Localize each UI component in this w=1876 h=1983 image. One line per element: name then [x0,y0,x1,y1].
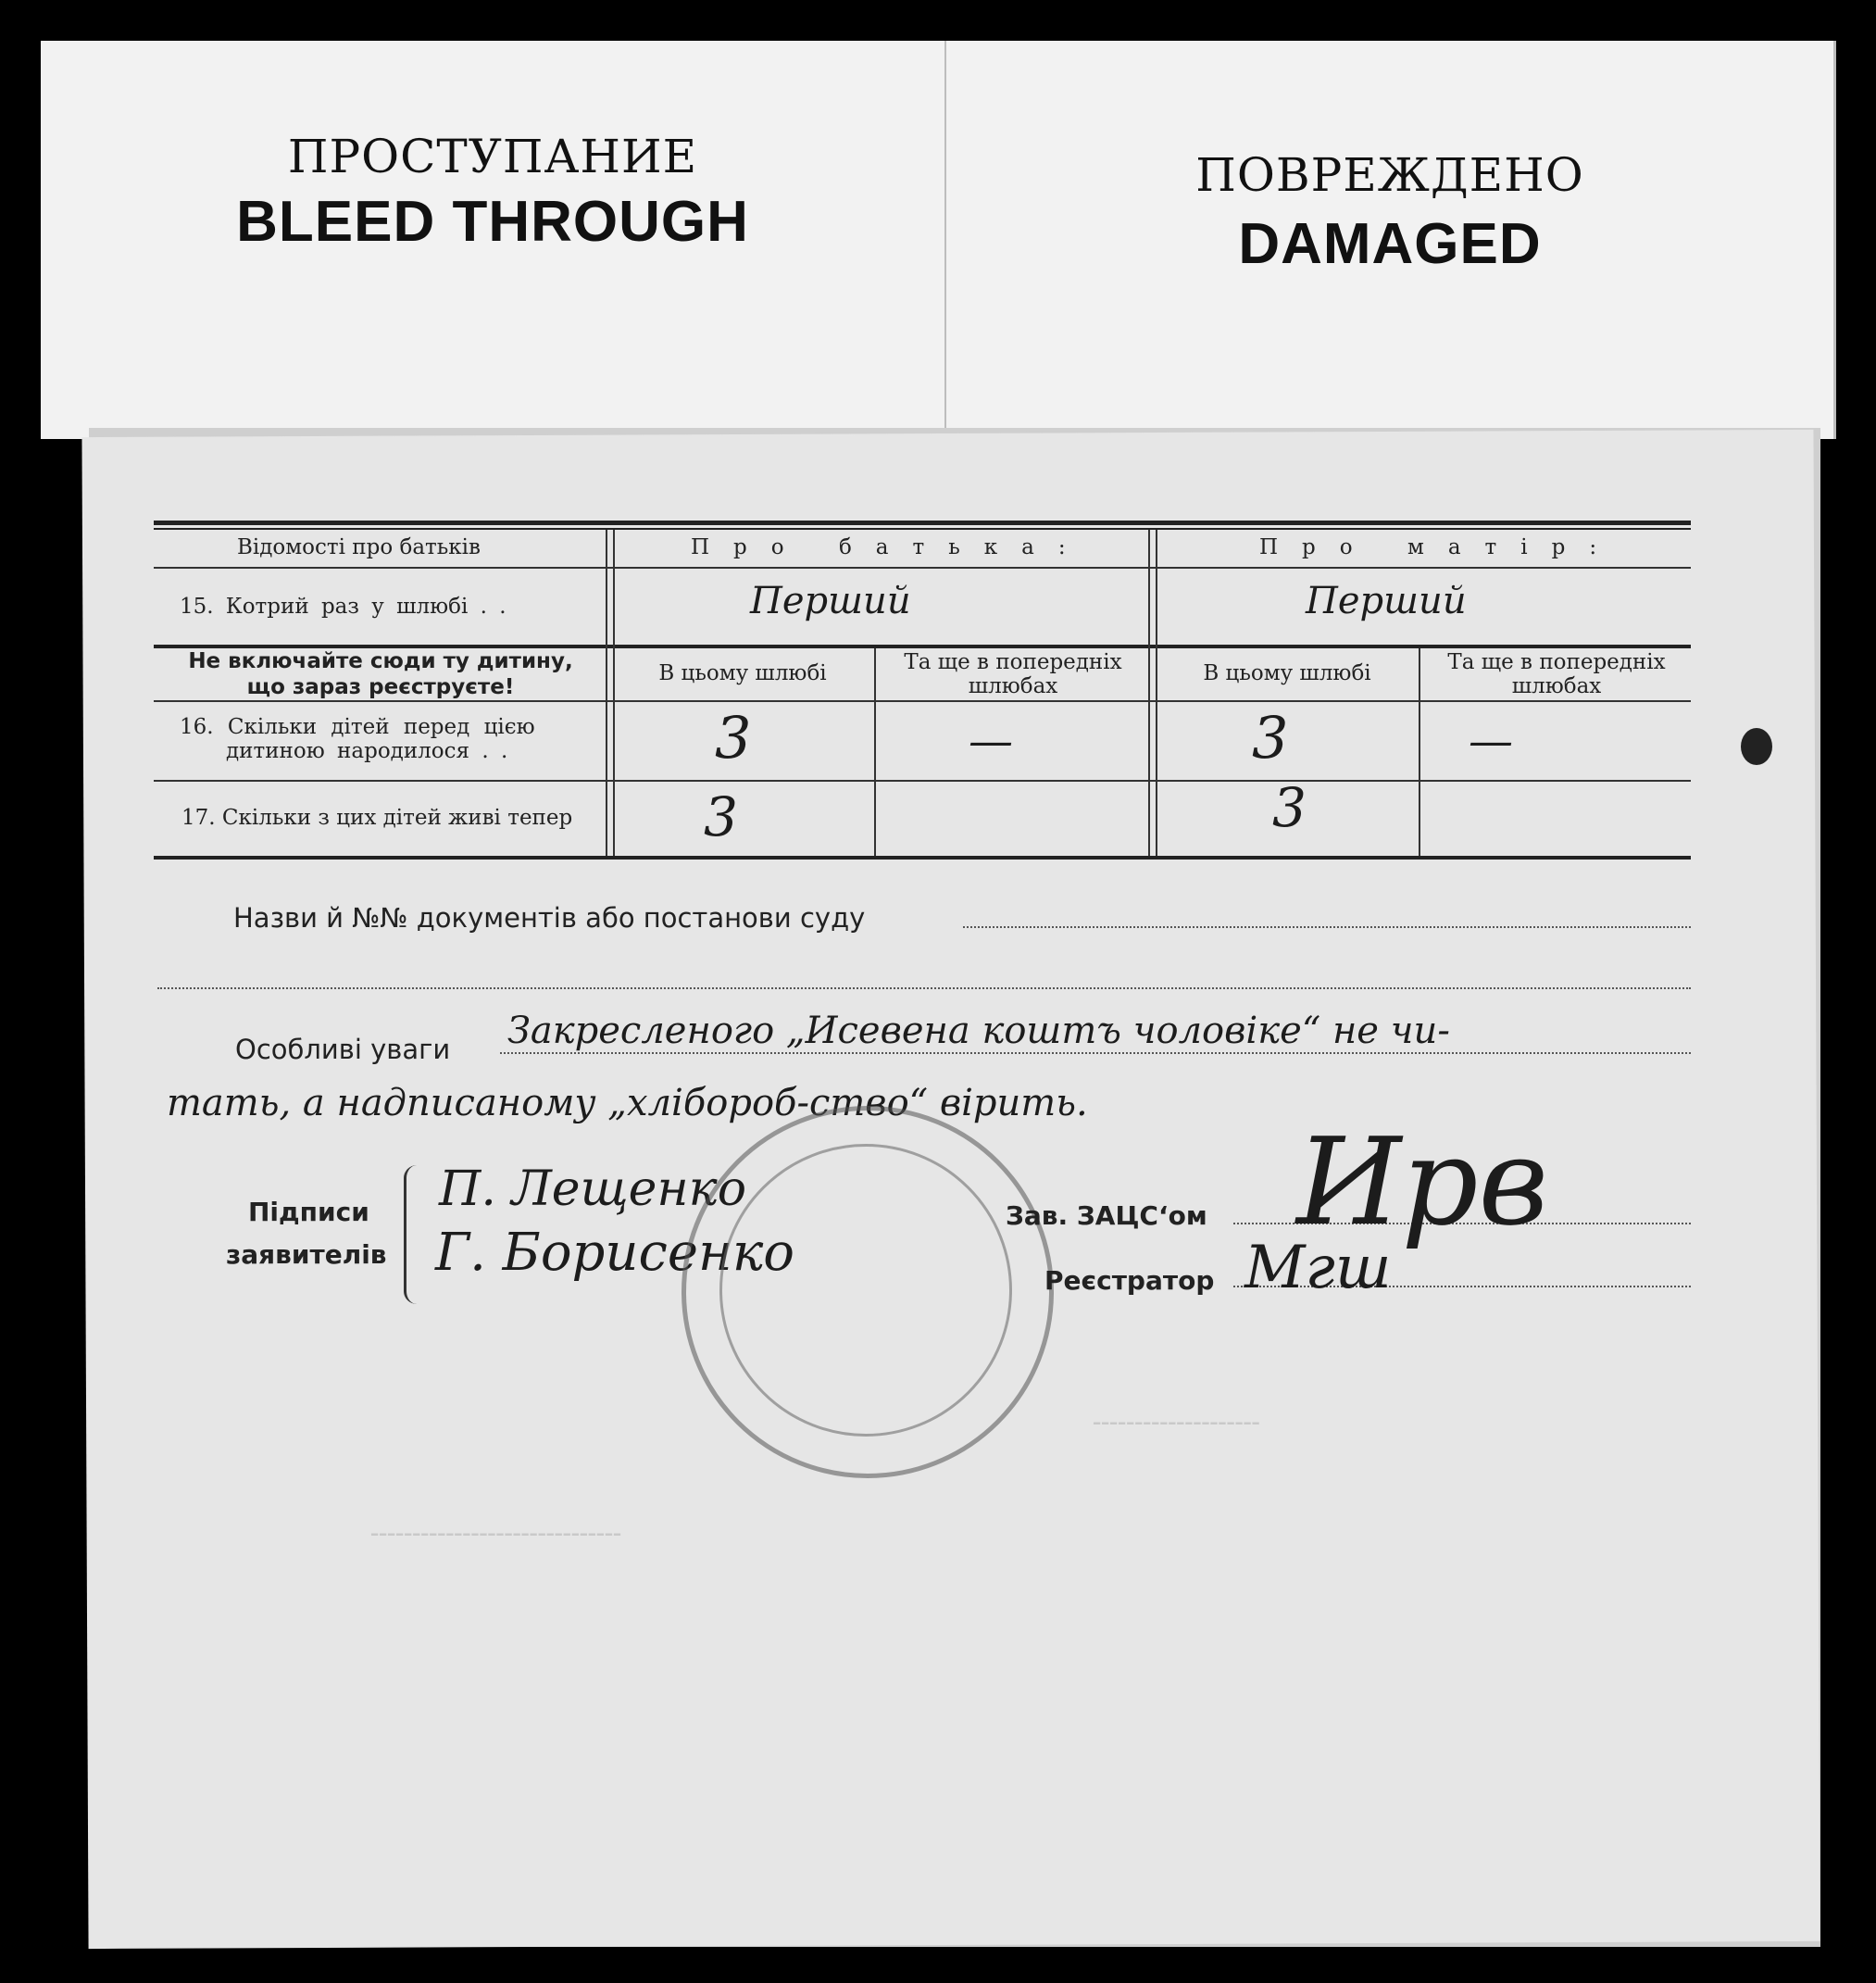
row17-father-this: 3 [704,785,738,848]
table-divider [1148,530,1157,856]
bleed-mark: ╌╌╌╌╌╌╌╌╌╌ [1093,1408,1260,1440]
punch-hole [1741,728,1772,765]
row15-mother-value: Перший [1306,580,1467,622]
head-signature: Ирв [1296,1111,1549,1252]
row16-mother-this: 3 [1252,704,1289,772]
registrar-label: Реєстратор [1044,1265,1215,1296]
row16-mother-prev: — [1469,715,1513,767]
remarks-text-line2: тать, а надписаному „хлібороб-ство“ вірить. [167,1082,1088,1124]
bleed-through-notice [41,41,947,439]
damaged-notice [946,41,1836,439]
prev-line2: шлюбах [968,674,1058,698]
mother-prev-marriages-header [1422,650,1691,698]
prev-line1: Та ще в попередніх [904,650,1122,674]
row16-label-line2: дитиною народилося . . [226,739,508,763]
row16-father-prev: — [969,715,1013,767]
official-seal [682,1106,1054,1478]
exclusion-note [163,648,598,700]
table-bottom-rule [154,856,1691,860]
documents-line-2 [157,987,1691,989]
exclusion-note-line1: Не включайте сюди ту дитину, [188,649,573,673]
notice-ru-label: ПОВРЕЖДЕНО [1195,148,1584,202]
signatures-brace [404,1165,419,1304]
table-rule [154,567,1691,569]
documents-label: Назви й №№ документів або постанови суду [233,902,866,934]
table-top-rule [154,521,1691,525]
row17-label: 17. Скільки з цих дітей живі тепер [181,806,573,830]
header-mother: Про матір: [1259,535,1621,559]
header-father: Про батька: [691,535,1090,559]
father-this-marriage-header: В цьому шлюбі [658,661,827,685]
header-parents-info: Відомості про батьків [237,535,481,559]
applicant-signature-2: Г. Борисенко [435,1223,795,1283]
row16-father-this: 3 [715,704,752,772]
head-zags-label: Зав. ЗАЦС‘ом [1006,1200,1207,1231]
applicant-signature-1: П. Лещенко [439,1161,747,1217]
remarks-text-line1: Закресленого „Исевена коштъ чоловіке“ не чи- [507,1010,1450,1052]
notice-en-label: DAMAGED [1238,212,1542,276]
table-top-rule-inner [154,528,1691,530]
row17-mother-this: 3 [1272,776,1307,839]
prev-line1: Та ще в попередніх [1447,650,1666,674]
bleed-mark: ╌╌╌╌╌╌╌╌╌╌╌╌╌╌╌ [370,1519,621,1551]
remarks-label: Особливі уваги [235,1034,451,1065]
documents-line [963,926,1691,928]
table-divider [606,530,615,856]
signatures-label-line1: Підписи [248,1197,369,1227]
mother-this-marriage-header: В цьому шлюбі [1203,661,1371,685]
father-prev-marriages-header [878,650,1148,698]
table-rule [154,700,1691,702]
remarks-line [500,1052,1691,1054]
table-divider [874,648,876,856]
row16-label-line1: 16. Скільки дітей перед цією [180,715,535,739]
row15-father-value: Перший [750,580,911,622]
notice-en-label: BLEED THROUGH [236,190,749,254]
table-divider [1419,648,1420,856]
prev-line2: шлюбах [1511,674,1602,698]
signatures-label-line2: заявителів [226,1239,387,1270]
registrar-signature: Мгш [1244,1234,1392,1302]
exclusion-note-line2: що зараз реєструєте! [246,675,515,699]
table-rule [154,780,1691,782]
row15-label: 15. Котрий раз у шлюбі . . [180,595,507,619]
notice-ru-label: ПРОСТУПАНИЕ [287,130,698,183]
